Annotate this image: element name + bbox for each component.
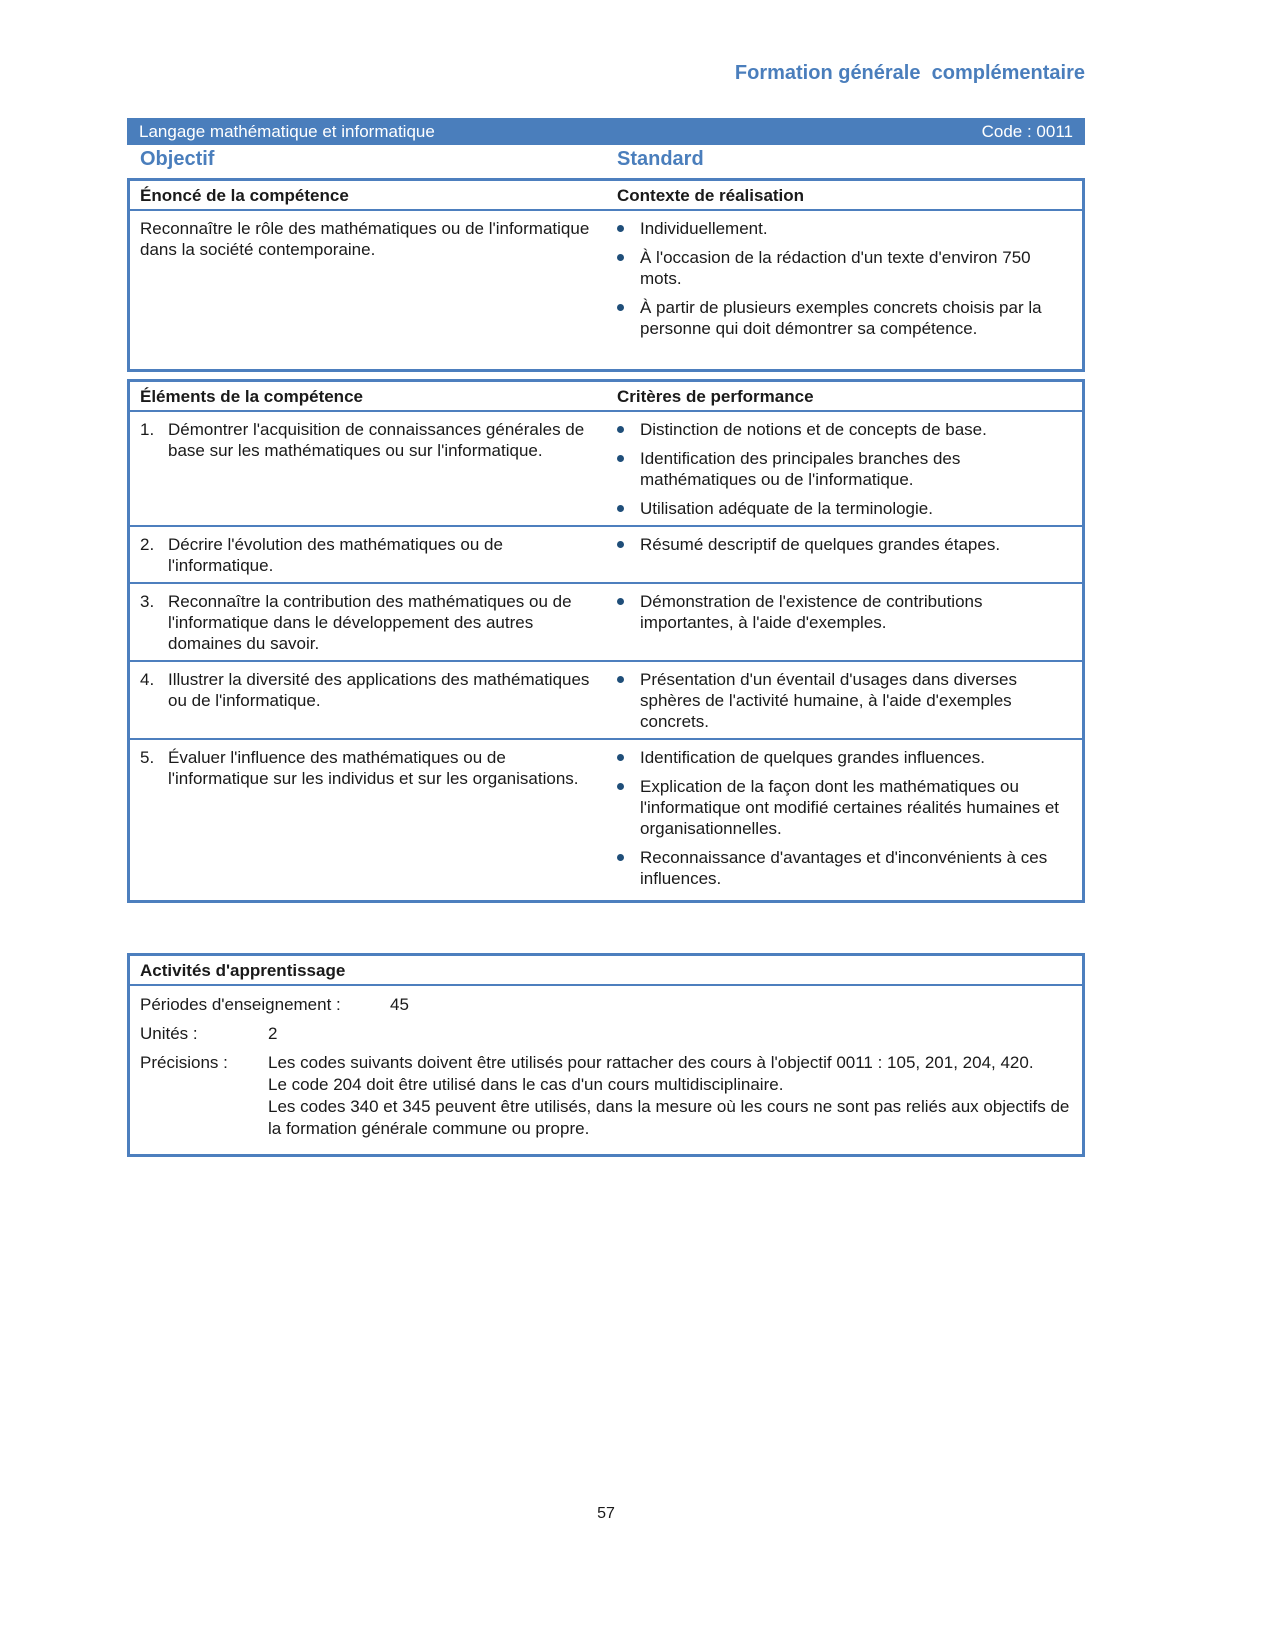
title-bar (127, 118, 1085, 145)
list-item (617, 669, 1070, 732)
bullet-text: Individuellement. (640, 219, 768, 238)
periodes-value: 45 (390, 995, 409, 1014)
unites-label: Unités : (140, 1024, 198, 1043)
element-cell (130, 584, 607, 660)
unites-row (140, 1023, 1070, 1045)
criteres-cell (607, 662, 1082, 738)
list-item (617, 847, 1070, 889)
list-item (617, 498, 1070, 519)
elements-header: Éléments de la compétence (140, 387, 363, 406)
list-item (617, 247, 1070, 289)
enonce-cell (130, 211, 607, 369)
bullet-text: Reconnaissance d'avantages et d'inconvénients à ces influences. (640, 848, 1048, 888)
bullet-icon (617, 455, 624, 462)
elements-criteres-header (130, 382, 1082, 412)
bullet-text: Explication de la façon dont les mathématiques ou l'informatique ont modifié certaines réalités humaines et organisationnelles. (640, 777, 1060, 838)
periodes-label: Périodes d'enseignement : (140, 995, 341, 1014)
bullet-text: Résumé descriptif de quelques grandes étapes. (640, 535, 1001, 554)
bullet-text: Démonstration de l'existence de contributions importantes, à l'aide d'exemples. (640, 592, 983, 632)
element-cell (130, 740, 607, 900)
contexte-cell (607, 211, 1082, 369)
elements-criteres-table (127, 379, 1085, 903)
bullet-text: Utilisation adéquate de la terminologie. (640, 499, 933, 518)
criteres-cell (607, 412, 1082, 525)
unites-value: 2 (268, 1024, 278, 1043)
table-row (130, 527, 1082, 584)
item-text: Évaluer l'influence des mathématiques ou de l'informatique sur les individus et sur les organisations. (168, 748, 579, 788)
bullet-text: Identification de quelques grandes influences. (640, 748, 985, 767)
competence-context-header (130, 181, 1082, 211)
list-item (617, 534, 1070, 555)
running-header: Formation générale complémentaire (734, 62, 1085, 84)
list-item (617, 419, 1070, 440)
numbered-item (140, 591, 595, 654)
list-item (617, 591, 1070, 633)
bullet-icon (617, 854, 624, 861)
title-bar-course-name: Langage mathématique et informatique (139, 121, 435, 141)
standard-heading: Standard (617, 148, 704, 170)
item-text: Reconnaître la contribution des mathématiques ou de l'informatique dans le développement des autres domaines du savoir. (168, 592, 572, 653)
competence-context-table (127, 178, 1085, 372)
activites-table (127, 953, 1085, 1157)
table-row (130, 211, 1082, 369)
table-row (130, 584, 1082, 662)
precisions-label: Précisions : (140, 1053, 228, 1072)
precisions-line: Les codes 340 et 345 peuvent être utilisés, dans la mesure où les cours ne sont pas reliés aux objectifs de la formation générale commune ou propre. (268, 1097, 1070, 1138)
bullet-icon (617, 225, 624, 232)
bullet-icon (617, 254, 624, 261)
periodes-row (140, 994, 1070, 1016)
item-text: Illustrer la diversité des applications des mathématiques ou de l'informatique. (168, 670, 590, 710)
numbered-item (140, 419, 595, 461)
numbered-item (140, 669, 595, 711)
enonce-text: Reconnaître le rôle des mathématiques ou de l'informatique dans la société contemporaine. (140, 219, 590, 259)
list-item (617, 297, 1070, 339)
item-text: Démontrer l'acquisition de connaissances générales de base sur les mathématiques ou sur l'informatique. (168, 420, 585, 460)
item-number: 2. (140, 535, 155, 554)
bullet-icon (617, 304, 624, 311)
item-text: Décrire l'évolution des mathématiques ou de l'informatique. (168, 535, 503, 575)
element-cell (130, 527, 607, 582)
item-number: 1. (140, 420, 155, 439)
list-item (617, 218, 1070, 239)
bullet-text: À l'occasion de la rédaction d'un texte d'environ 750 mots. (640, 248, 1031, 288)
bullet-icon (617, 505, 624, 512)
precisions-line: Le code 204 doit être utilisé dans le cas d'un cours multidisciplinaire. (268, 1075, 784, 1094)
numbered-item (140, 534, 595, 576)
bullet-icon (617, 676, 624, 683)
bullet-icon (617, 783, 624, 790)
enonce-header: Énoncé de la compétence (140, 186, 349, 205)
criteres-cell (607, 527, 1082, 582)
precisions-row (140, 1052, 1070, 1140)
element-cell (130, 412, 607, 525)
precisions-line: Les codes suivants doivent être utilisés pour rattacher des cours à l'objectif 0011 : 105, 201, 204, 420. (268, 1053, 1034, 1072)
activites-header: Activités d'apprentissage (140, 961, 346, 980)
table-row (130, 662, 1082, 740)
activites-header-row (130, 956, 1082, 986)
bullet-icon (617, 598, 624, 605)
item-number: 5. (140, 748, 155, 767)
table-row (130, 740, 1082, 900)
element-cell (130, 662, 607, 738)
list-item (617, 747, 1070, 768)
table-row (130, 412, 1082, 527)
bullet-icon (617, 541, 624, 548)
list-item (617, 448, 1070, 490)
bullet-text: À partir de plusieurs exemples concrets choisis par la personne qui doit démontrer sa compétence. (640, 298, 1042, 338)
item-number: 3. (140, 592, 155, 611)
criteres-header: Critères de performance (617, 387, 814, 406)
objectif-heading: Objectif (140, 148, 215, 170)
contexte-header: Contexte de réalisation (617, 186, 805, 205)
bullet-text: Distinction de notions et de concepts de base. (640, 420, 987, 439)
numbered-item (140, 747, 595, 789)
item-number: 4. (140, 670, 155, 689)
bullet-text: Présentation d'un éventail d'usages dans diverses sphères de l'activité humaine, à l'aide d'exemples concrets. (640, 670, 1017, 731)
bullet-text: Identification des principales branches des mathématiques ou de l'informatique. (640, 449, 961, 489)
bullet-icon (617, 426, 624, 433)
criteres-cell (607, 740, 1082, 900)
criteres-cell (607, 584, 1082, 660)
list-item (617, 776, 1070, 839)
precisions-text (268, 1052, 1070, 1140)
page-number: 57 (597, 1505, 615, 1522)
bullet-icon (617, 754, 624, 761)
title-bar-code: Code : 0011 (981, 121, 1073, 141)
activites-body (130, 986, 1082, 1154)
section-header-row (127, 148, 1085, 171)
